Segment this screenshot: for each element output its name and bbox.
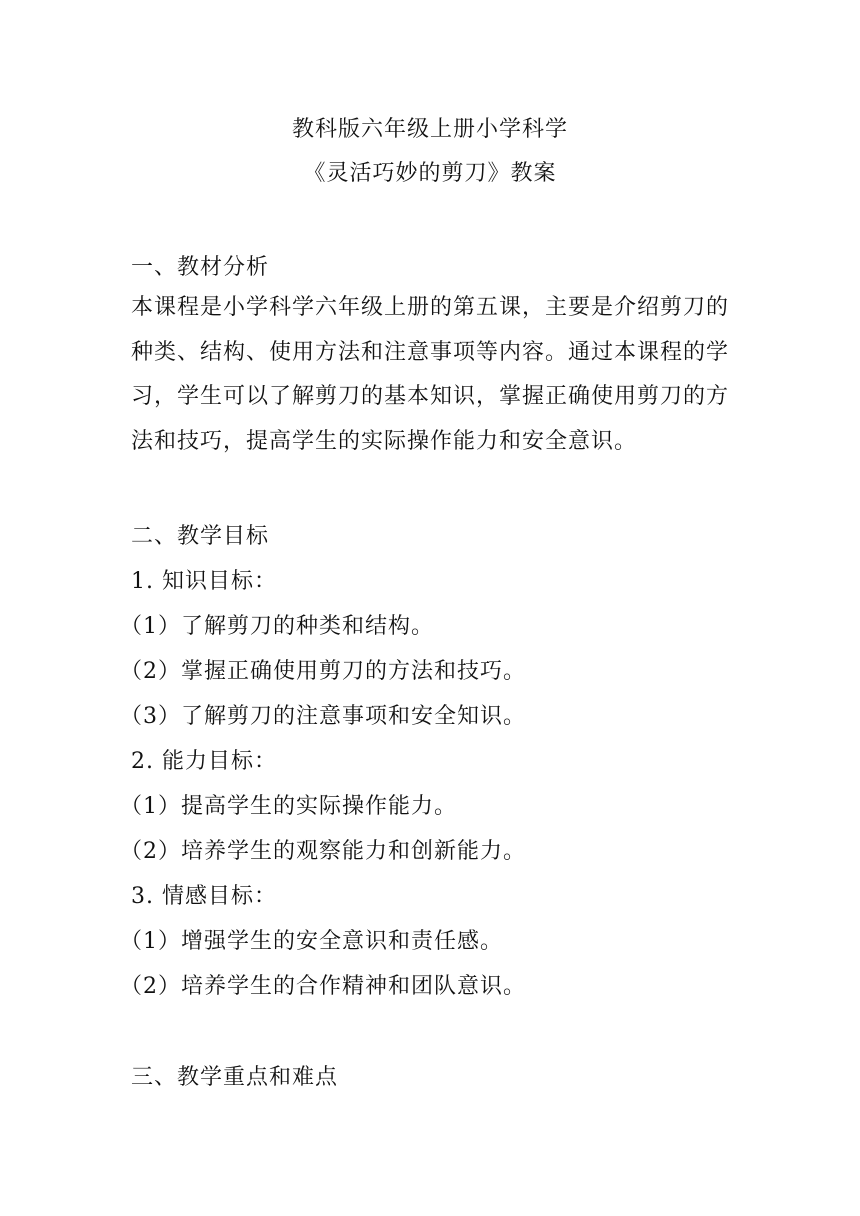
goal-item: （2）培养学生的合作精神和团队意识。 [120, 974, 526, 999]
goal-label-ability: 2. 能力目标： [131, 749, 277, 774]
textbook-analysis-paragraph [131, 286, 731, 464]
goal-item: （2）掌握正确使用剪刀的方法和技巧。 [120, 659, 526, 684]
goal-label-knowledge: 1. 知识目标： [131, 569, 277, 594]
paragraph-line: 种类、结构、使用方法和注意事项等内容。通过本课程的学 [131, 339, 730, 365]
goal-item: （3）了解剪刀的注意事项和安全知识。 [120, 704, 526, 729]
paragraph-line: 法和技巧，提高学生的实际操作能力和安全意识。 [131, 428, 638, 454]
goal-item: （1）了解剪刀的种类和结构。 [120, 614, 434, 639]
goal-item: （1）增强学生的安全意识和责任感。 [120, 929, 503, 954]
goal-label-emotion: 3. 情感目标： [131, 884, 277, 909]
paragraph-line: 本课程是小学科学六年级上册的第五课，主要是介绍剪刀的 [131, 295, 730, 320]
paragraph-line: 习，学生可以了解剪刀的基本知识，掌握正确使用剪刀的方 [131, 384, 730, 409]
section-heading-textbook-analysis: 一、教材分析 [131, 255, 270, 280]
document-title-line2: 《灵活巧妙的剪刀》教案 [303, 161, 557, 186]
section-heading-key-points: 三、教学重点和难点 [131, 1065, 339, 1090]
goal-item: （1）提高学生的实际操作能力。 [120, 794, 457, 819]
section-heading-teaching-goals: 二、教学目标 [131, 524, 270, 549]
goal-item: （2）培养学生的观察能力和创新能力。 [120, 839, 526, 864]
document-title-line1: 教科版六年级上册小学科学 [291, 117, 568, 142]
